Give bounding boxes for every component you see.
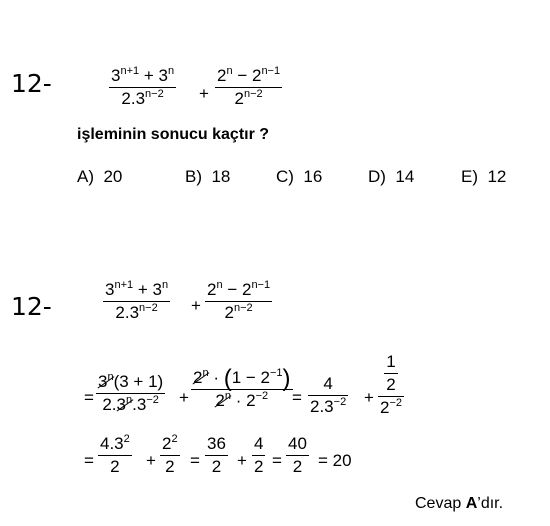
fraction-denominator: $2^{n-2}$	[234, 88, 263, 108]
fraction-bar	[98, 455, 132, 456]
fraction-denominator: $2^{n-2}$	[224, 302, 253, 322]
fraction-numerator: 36	[207, 434, 226, 453]
option-b[interactable]: B) 18	[185, 167, 231, 186]
option-c[interactable]: C) 16	[276, 167, 323, 186]
fraction-bar	[160, 455, 180, 456]
equals-sign: =	[84, 451, 94, 470]
option-e[interactable]: E) 12	[461, 167, 507, 186]
fraction-denominator: $2^{-2}$	[380, 397, 403, 417]
plus-sign: +	[179, 388, 189, 407]
fraction-numerator: $4.3^2$	[100, 433, 130, 453]
plus-sign: +	[199, 84, 209, 103]
fraction-denominator: 2	[211, 457, 222, 476]
option-d[interactable]: D) 14	[368, 167, 415, 186]
plus-sign: +	[146, 451, 156, 470]
fraction-bar	[103, 301, 170, 302]
fraction-denominator: 2	[292, 457, 303, 476]
equals-sign: =	[292, 388, 302, 407]
fraction-denominator: 2	[165, 457, 175, 476]
fraction-denominator: $2.3^{-2}$	[310, 396, 347, 416]
fraction-numerator: $2^n - 2^{n-1}$	[217, 65, 281, 85]
nested-numerator: 1	[386, 352, 396, 371]
solution-fraction-1	[103, 280, 170, 323]
step1-fraction-a	[96, 372, 165, 415]
fraction-denominator: $2^n \cdot 2^{-2}$	[215, 390, 269, 410]
solution-number: 12-	[11, 292, 52, 321]
answer-line	[415, 495, 503, 513]
fraction-numerator: $3^n(3 + 1)$	[98, 371, 164, 391]
plus-sign: +	[364, 388, 374, 407]
fraction-denominator: 2	[254, 457, 264, 476]
fraction-numerator: 4	[323, 374, 333, 393]
fraction-bar	[191, 389, 293, 390]
fraction-bar	[205, 455, 228, 456]
fraction-denominator: $2.3^n.3^{-2}$	[102, 394, 159, 414]
step1-fraction-d	[378, 352, 404, 418]
fraction-denominator: $2.3^{n-2}$	[115, 302, 158, 322]
step1-fraction-c	[308, 374, 348, 417]
fraction-numerator: $2^n - 2^{n-1}$	[207, 279, 271, 299]
step2-fraction-a	[98, 434, 132, 477]
equals-sign: =	[84, 388, 94, 407]
plus-sign: +	[237, 451, 247, 470]
fraction-bar	[252, 455, 265, 456]
answer-prefix: Cevap	[415, 495, 466, 512]
answer-suffix: ’dır.	[477, 495, 504, 512]
option-a[interactable]: A) 20	[77, 167, 123, 186]
fraction-numerator	[382, 352, 399, 395]
fraction-denominator: $2.3^{n-2}$	[121, 88, 164, 108]
fraction-bar	[109, 87, 176, 88]
fraction-numerator: 4	[254, 434, 264, 453]
step2-fraction-b	[160, 434, 180, 477]
answer-letter: A	[465, 495, 478, 512]
step1-fraction-b	[191, 365, 293, 411]
step2-fraction-e	[286, 434, 309, 477]
fraction-bar	[286, 455, 309, 456]
question-fraction-1	[109, 66, 176, 109]
solution-fraction-2	[205, 280, 272, 323]
question-number: 12-	[11, 69, 52, 98]
nested-denominator: 2	[386, 375, 396, 394]
step2-fraction-c	[205, 434, 228, 477]
fraction-numerator: $2^n \cdot (1 - 2^{-1})$	[193, 365, 291, 392]
question-prompt: işleminin sonucu kaçtır ?	[77, 126, 270, 143]
fraction-denominator: 2	[110, 457, 120, 476]
step2-fraction-d	[252, 434, 265, 477]
final-result: = 20	[318, 451, 352, 470]
plus-sign: +	[191, 296, 201, 315]
fraction-numerator: $3^{n+1} + 3^n$	[105, 279, 169, 299]
nested-fraction-bar	[384, 373, 397, 374]
equals-sign: =	[272, 451, 282, 470]
fraction-numerator: $3^{n+1} + 3^n$	[111, 65, 175, 85]
fraction-numerator: 40	[288, 434, 307, 453]
question-fraction-2	[215, 66, 282, 109]
equals-sign: =	[190, 451, 200, 470]
fraction-numerator: $2^2$	[162, 433, 178, 453]
